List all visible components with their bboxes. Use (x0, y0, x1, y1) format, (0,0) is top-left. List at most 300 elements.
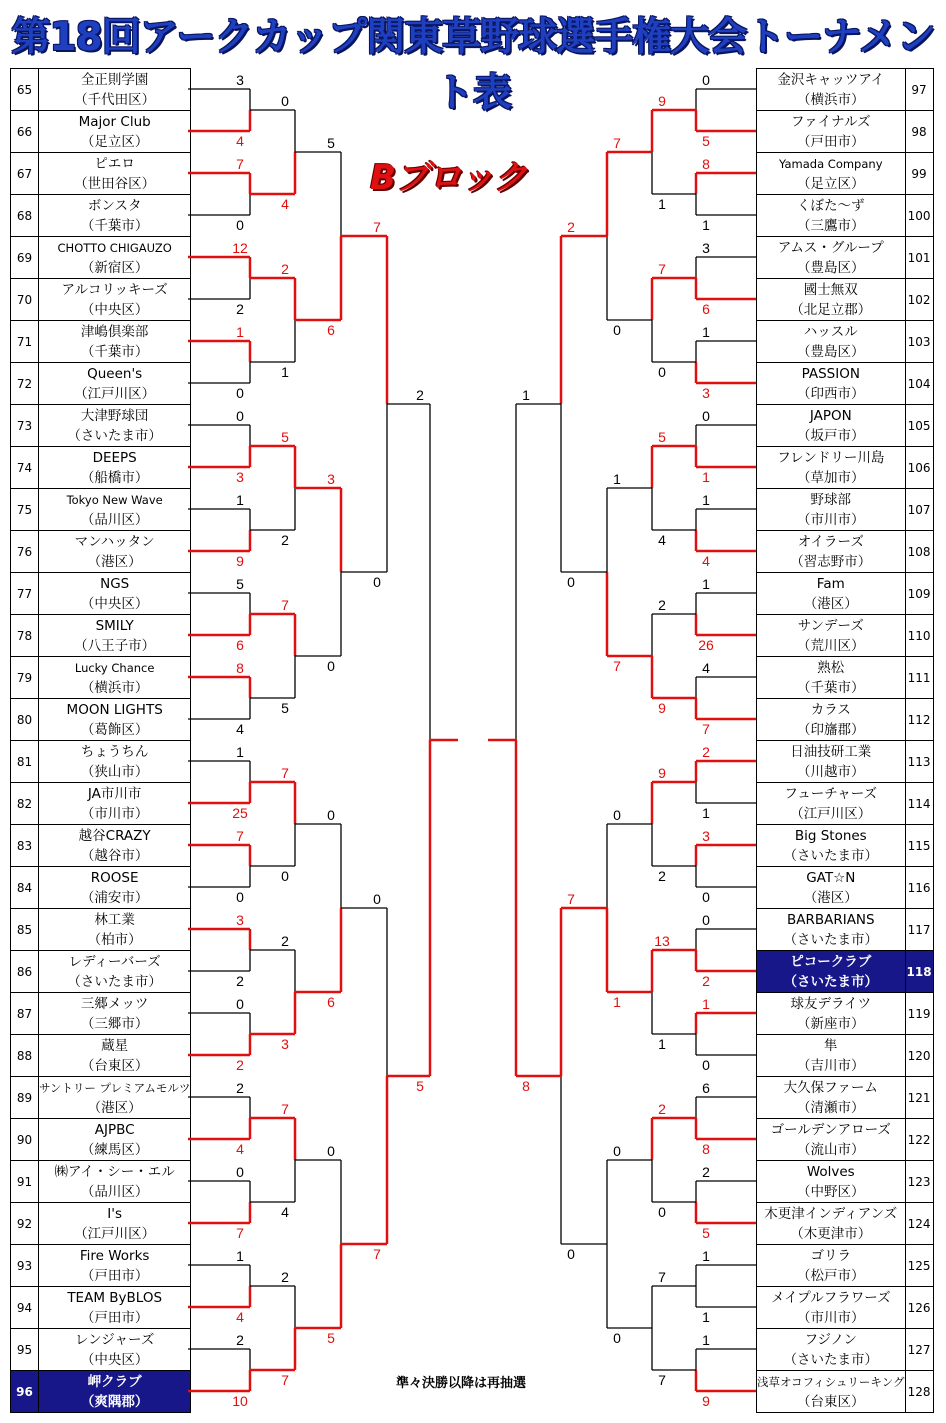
team-area: （千葉市） (797, 679, 865, 696)
score-bottom: 1 (613, 994, 621, 1010)
score-top: 7 (281, 1101, 289, 1117)
team-name: DEEPS (92, 449, 137, 466)
score-top: 0 (327, 1143, 335, 1159)
team-name: フレンドリー川島 (777, 449, 885, 466)
score-bottom: 5 (702, 1225, 710, 1241)
team-number: 68 (11, 195, 39, 237)
team-number: 119 (905, 993, 933, 1035)
team-area: （中央区） (80, 595, 149, 612)
team-name: ボンスタ (87, 197, 142, 214)
team-name: 木更津インディアンズ (764, 1205, 898, 1222)
team-name: アルコリッキーズ (61, 281, 168, 298)
team-number: 85 (11, 909, 39, 951)
team-name: レディーバーズ (68, 953, 161, 970)
team-name: 岬クラブ (87, 1373, 142, 1390)
score-bottom: 5 (281, 700, 289, 716)
score-top: 2 (702, 744, 710, 760)
score-top: 2 (702, 1164, 710, 1180)
team-area: （荒川区） (797, 637, 865, 654)
team-number: 104 (905, 363, 933, 405)
team-name: サンデーズ (797, 617, 864, 634)
team-number: 84 (11, 867, 39, 909)
team-area: （台東区） (797, 1393, 865, 1410)
team-number: 128 (905, 1371, 933, 1413)
team-area: （江戸川区） (74, 385, 156, 402)
team-name: CHOTTO CHIGAUZO (57, 240, 172, 255)
team-name: サントリー プレミアムモルツ (39, 1080, 191, 1095)
team-number: 126 (905, 1287, 933, 1329)
score-bottom: 0 (567, 574, 575, 590)
team-number: 65 (11, 69, 39, 111)
block-label: Bブロック (370, 158, 527, 198)
team-name: Fam (816, 575, 845, 592)
team-number: 93 (11, 1245, 39, 1287)
score-top: 1 (236, 1248, 244, 1264)
score-bottom: 0 (613, 322, 621, 338)
team-name: 國士無双 (803, 281, 858, 298)
score-top: 3 (702, 240, 710, 256)
team-number: 123 (905, 1161, 933, 1203)
score-bottom: 7 (236, 1225, 244, 1241)
team-area: （さいたま市） (783, 847, 879, 864)
score-top: 7 (236, 156, 244, 172)
team-number: 110 (905, 615, 933, 657)
score-top: 1 (236, 492, 244, 508)
team-name: GAT☆N (806, 869, 856, 886)
score-bottom: 0 (613, 1330, 621, 1346)
score-bottom: 0 (658, 364, 666, 380)
team-name: 蔵星 (101, 1037, 129, 1054)
page-title: 第18回アークカップ関東草野球選手権大会トーナメント表 (11, 15, 935, 116)
score-top: 7 (658, 1269, 666, 1285)
team-number: 67 (11, 153, 39, 195)
score-bottom: 0 (236, 385, 244, 401)
team-area: （さいたま市） (783, 1351, 879, 1368)
score-bottom: 0 (702, 1057, 710, 1073)
score-bottom: 9 (702, 1393, 710, 1409)
team-name: フューチャーズ (784, 785, 878, 802)
score-bottom: 1 (658, 1036, 666, 1052)
team-area: （爽隅郡） (80, 1393, 149, 1410)
score-top: 12 (232, 240, 248, 256)
score-bottom: 1 (702, 469, 710, 485)
score-bottom: 2 (658, 868, 666, 884)
team-area: （印旛郡） (797, 721, 865, 738)
team-area: （中央区） (80, 301, 149, 318)
team-number: 121 (905, 1077, 933, 1119)
team-number: 111 (905, 657, 933, 699)
team-name: 越谷CRAZY (78, 827, 151, 844)
team-area: （川越市） (797, 763, 865, 780)
team-name: レンジャーズ (74, 1331, 155, 1348)
team-name: 林工業 (94, 911, 135, 928)
team-number: 100 (905, 195, 933, 237)
score-top: 0 (702, 912, 710, 928)
team-area: （習志野市） (790, 553, 872, 570)
team-name: JA市川市 (87, 785, 142, 802)
team-area: （八王子市） (74, 637, 156, 654)
team-area: （松戸市） (797, 1267, 865, 1284)
score-bottom: 1 (702, 1309, 710, 1325)
score-bottom: 3 (236, 469, 244, 485)
team-name: Tokyo New Wave (66, 492, 163, 507)
team-number: 105 (905, 405, 933, 447)
score-top: 5 (236, 576, 244, 592)
team-number: 74 (11, 447, 39, 489)
team-name: メイプルフラワーズ (770, 1289, 891, 1306)
score-bottom: 2 (236, 301, 244, 317)
team-number: 86 (11, 951, 39, 993)
team-name: 津嶋倶楽部 (80, 323, 149, 340)
score-bottom: 4 (236, 1309, 244, 1325)
score-bottom: 7 (613, 658, 621, 674)
team-number: 91 (11, 1161, 39, 1203)
score-top: 1 (236, 744, 244, 760)
team-area: （坂戸市） (797, 427, 865, 444)
team-name: JAPON (809, 407, 852, 424)
team-number: 118 (905, 951, 933, 993)
team-name: 浅草オコフィシュリーキング (757, 1374, 905, 1389)
team-name: フジノン (804, 1331, 857, 1348)
score-bottom: 2 (236, 973, 244, 989)
team-name: ゴリラ (810, 1247, 852, 1264)
team-area: （港区） (87, 1099, 142, 1116)
team-name: PASSION (801, 365, 860, 382)
score-top: 0 (702, 72, 710, 88)
team-name: 熟松 (817, 659, 845, 676)
team-number: 124 (905, 1203, 933, 1245)
score-bottom: 4 (236, 1141, 244, 1157)
team-area: （戸田市） (80, 1267, 149, 1284)
team-number: 94 (11, 1287, 39, 1329)
score-bottom: 6 (327, 322, 335, 338)
score-bottom: 2 (236, 1057, 244, 1073)
team-name: 隼 (824, 1037, 838, 1054)
score-top: 3 (327, 471, 335, 487)
score-bottom: 0 (373, 574, 381, 590)
team-name: 三郷メッツ (80, 995, 149, 1012)
score-bottom: 7 (373, 1246, 381, 1262)
team-name: 金沢キャッツアイ (777, 71, 885, 88)
score-top: 2 (281, 933, 289, 949)
score-top: 1 (522, 387, 530, 403)
score-top: 5 (327, 135, 335, 151)
team-area: （清瀬市） (797, 1099, 865, 1116)
team-name: 球友デライツ (790, 995, 872, 1012)
score-top: 5 (281, 429, 289, 445)
team-number: 114 (905, 783, 933, 825)
team-area: （足立区） (80, 133, 149, 150)
team-area: （さいたま市） (783, 973, 879, 990)
score-top: 3 (702, 828, 710, 844)
score-bottom: 2 (281, 532, 289, 548)
score-bottom: 2 (702, 973, 710, 989)
team-number: 77 (11, 573, 39, 615)
score-bottom: 8 (702, 1141, 710, 1157)
score-top: 0 (236, 1164, 244, 1180)
score-bottom: 3 (281, 1036, 289, 1052)
score-top: 7 (613, 135, 621, 151)
score-bottom: 26 (698, 637, 714, 653)
team-name: 大久保ファーム (783, 1079, 878, 1096)
team-name: 全正則学園 (80, 71, 149, 88)
team-area: （千葉市） (80, 343, 149, 360)
team-number: 109 (905, 573, 933, 615)
score-bottom: 6 (236, 637, 244, 653)
score-bottom: 1 (281, 364, 289, 380)
score-top: 1 (613, 471, 621, 487)
score-bottom: 4 (658, 532, 666, 548)
team-name: マンハッタン (74, 533, 155, 550)
team-name: くぼた～ず (797, 197, 865, 214)
score-bottom: 0 (236, 217, 244, 233)
team-area: （千葉市） (80, 217, 149, 234)
team-area: （市川市） (797, 1309, 865, 1326)
team-name: ファイナルズ (790, 113, 871, 130)
team-name: Yamada Company (779, 156, 883, 171)
score-top: 2 (567, 219, 575, 235)
team-area: （豊島区） (797, 343, 865, 360)
score-top: 1 (702, 1332, 710, 1348)
team-area: （印西市） (797, 385, 865, 402)
team-number: 73 (11, 405, 39, 447)
team-name: Lucky Chance (74, 660, 155, 675)
team-number: 83 (11, 825, 39, 867)
team-area: （千代田区） (74, 91, 156, 108)
team-area: （狭山市） (80, 763, 149, 780)
team-number: 90 (11, 1119, 39, 1161)
score-top: 7 (373, 219, 381, 235)
score-top: 7 (236, 828, 244, 844)
team-area: （中央区） (80, 1351, 149, 1368)
team-name: 大津野球団 (80, 407, 149, 424)
team-number: 127 (905, 1329, 933, 1371)
team-number: 89 (11, 1077, 39, 1119)
score-top: 1 (702, 324, 710, 340)
score-bottom: 5 (416, 1078, 424, 1094)
score-bottom: 5 (702, 133, 710, 149)
score-top: 2 (236, 1332, 244, 1348)
score-top: 1 (702, 492, 710, 508)
team-name: Wolves (806, 1163, 855, 1180)
score-top: 0 (373, 891, 381, 907)
team-area: （越谷市） (80, 847, 149, 864)
team-area: （さいたま市） (783, 931, 879, 948)
team-area: （中野区） (797, 1183, 865, 1200)
team-number: 115 (905, 825, 933, 867)
score-top: 7 (658, 261, 666, 277)
team-number: 71 (11, 321, 39, 363)
score-top: 1 (236, 324, 244, 340)
team-name: ピエロ (94, 155, 135, 172)
score-top: 3 (236, 912, 244, 928)
team-area: （草加市） (797, 469, 865, 486)
team-number: 96 (11, 1371, 39, 1413)
team-area: （豊島区） (797, 259, 865, 276)
team-name: アムス・グループ (777, 239, 884, 256)
team-number: 79 (11, 657, 39, 699)
team-area: （江戸川区） (74, 1225, 156, 1242)
team-area: （世田谷区） (74, 175, 156, 192)
score-bottom: 1 (702, 805, 710, 821)
score-bottom: 0 (327, 658, 335, 674)
team-area: （台東区） (80, 1057, 149, 1074)
team-number: 101 (905, 237, 933, 279)
score-top: 13 (654, 933, 670, 949)
team-name: ㈱アイ・シー・エル (54, 1163, 175, 1180)
score-bottom: 6 (327, 994, 335, 1010)
team-number: 81 (11, 741, 39, 783)
team-number: 102 (905, 279, 933, 321)
score-top: 7 (281, 765, 289, 781)
team-number: 113 (905, 741, 933, 783)
score-bottom: 4 (281, 1204, 289, 1220)
score-top: 0 (613, 807, 621, 823)
score-top: 2 (236, 1080, 244, 1096)
team-name: Queen's (87, 365, 143, 382)
team-name: AJPBC (94, 1121, 135, 1138)
score-bottom: 6 (702, 301, 710, 317)
team-name: SMILY (95, 617, 134, 634)
team-number: 108 (905, 531, 933, 573)
score-top: 8 (236, 660, 244, 676)
score-top: 0 (236, 996, 244, 1012)
score-bottom: 0 (702, 889, 710, 905)
score-top: 9 (658, 765, 666, 781)
score-bottom: 1 (658, 196, 666, 212)
team-number: 75 (11, 489, 39, 531)
team-number: 122 (905, 1119, 933, 1161)
score-top: 0 (236, 408, 244, 424)
score-top: 1 (702, 996, 710, 1012)
score-bottom: 9 (658, 700, 666, 716)
score-bottom: 0 (658, 1204, 666, 1220)
team-area: （江戸川区） (790, 805, 872, 822)
team-number: 92 (11, 1203, 39, 1245)
score-bottom: 7 (281, 1372, 289, 1388)
team-area: （市川市） (797, 511, 865, 528)
reseed-note: 準々決勝以降は再抽選 (396, 1376, 527, 1391)
score-top: 9 (658, 93, 666, 109)
team-number: 97 (905, 69, 933, 111)
team-area: （さいたま市） (67, 427, 162, 444)
team-area: （戸田市） (797, 133, 865, 150)
score-top: 2 (658, 597, 666, 613)
score-top: 2 (281, 1269, 289, 1285)
team-name: ゴールデンアローズ (770, 1121, 891, 1138)
team-area: （戸田市） (80, 1309, 149, 1326)
team-name: ピコークラブ (790, 953, 872, 970)
score-bottom: 9 (236, 553, 244, 569)
score-bottom: 0 (236, 889, 244, 905)
team-name: ROOSE (90, 869, 139, 886)
team-area: （練馬区） (80, 1141, 149, 1158)
team-name: Fire Works (79, 1247, 150, 1264)
score-top: 2 (416, 387, 424, 403)
score-top: 2 (281, 261, 289, 277)
team-name: TEAM ByBLOS (67, 1289, 163, 1306)
score-bottom: 0 (281, 868, 289, 884)
team-area: （横浜市） (797, 91, 865, 108)
team-area: （新座市） (797, 1015, 865, 1032)
team-name: I's (107, 1205, 123, 1222)
team-area: （吉川市） (797, 1057, 865, 1074)
score-top: 7 (567, 891, 575, 907)
team-area: （葛飾区） (80, 721, 149, 738)
team-area: （流山市） (797, 1141, 865, 1158)
team-area: （柏市） (87, 931, 142, 948)
score-top: 2 (658, 1101, 666, 1117)
score-top: 0 (327, 807, 335, 823)
team-area: （三郷市） (80, 1015, 149, 1032)
team-area: （港区） (803, 595, 858, 612)
team-number: 117 (905, 909, 933, 951)
score-top: 1 (702, 576, 710, 592)
team-name: MOON LIGHTS (66, 701, 163, 718)
team-number: 95 (11, 1329, 39, 1371)
team-number: 70 (11, 279, 39, 321)
score-top: 6 (702, 1080, 710, 1096)
team-name: カラス (810, 701, 851, 718)
team-area: （品川区） (80, 511, 149, 528)
team-name: 野球部 (810, 491, 852, 508)
score-top: 5 (658, 429, 666, 445)
team-number: 80 (11, 699, 39, 741)
score-top: 0 (613, 1143, 621, 1159)
team-number: 120 (905, 1035, 933, 1077)
team-area: （三鷹市） (797, 217, 865, 234)
team-name: Big Stones (794, 827, 867, 844)
team-number: 78 (11, 615, 39, 657)
team-number: 125 (905, 1245, 933, 1287)
team-number: 106 (905, 447, 933, 489)
score-top: 0 (281, 93, 289, 109)
score-top: 8 (702, 156, 710, 172)
score-top: 3 (236, 72, 244, 88)
team-name: 日油技研工業 (790, 743, 872, 760)
score-bottom: 4 (702, 553, 710, 569)
team-name: ハッスル (803, 323, 858, 340)
score-bottom: 3 (702, 385, 710, 401)
team-number: 76 (11, 531, 39, 573)
team-name: Major Club (78, 113, 151, 130)
team-name: ちょうちん (80, 743, 149, 760)
score-top: 4 (702, 660, 710, 676)
team-area: （木更津市） (790, 1225, 872, 1242)
team-area: （市川市） (80, 805, 149, 822)
team-area: （港区） (87, 553, 142, 570)
team-area: （足立区） (797, 175, 865, 192)
team-number: 88 (11, 1035, 39, 1077)
team-area: （港区） (803, 889, 858, 906)
team-number: 66 (11, 111, 39, 153)
team-name: NGS (100, 575, 130, 592)
team-number: 98 (905, 111, 933, 153)
score-bottom: 4 (236, 133, 244, 149)
team-number: 107 (905, 489, 933, 531)
score-bottom: 10 (232, 1393, 248, 1409)
team-area: （浦安市） (80, 889, 149, 906)
score-bottom: 0 (567, 1246, 575, 1262)
score-bottom: 8 (522, 1078, 530, 1094)
team-number: 103 (905, 321, 933, 363)
score-bottom: 7 (702, 721, 710, 737)
team-area: （新宿区） (80, 259, 149, 276)
team-number: 82 (11, 783, 39, 825)
team-number: 112 (905, 699, 933, 741)
team-number: 116 (905, 867, 933, 909)
score-top: 0 (702, 408, 710, 424)
